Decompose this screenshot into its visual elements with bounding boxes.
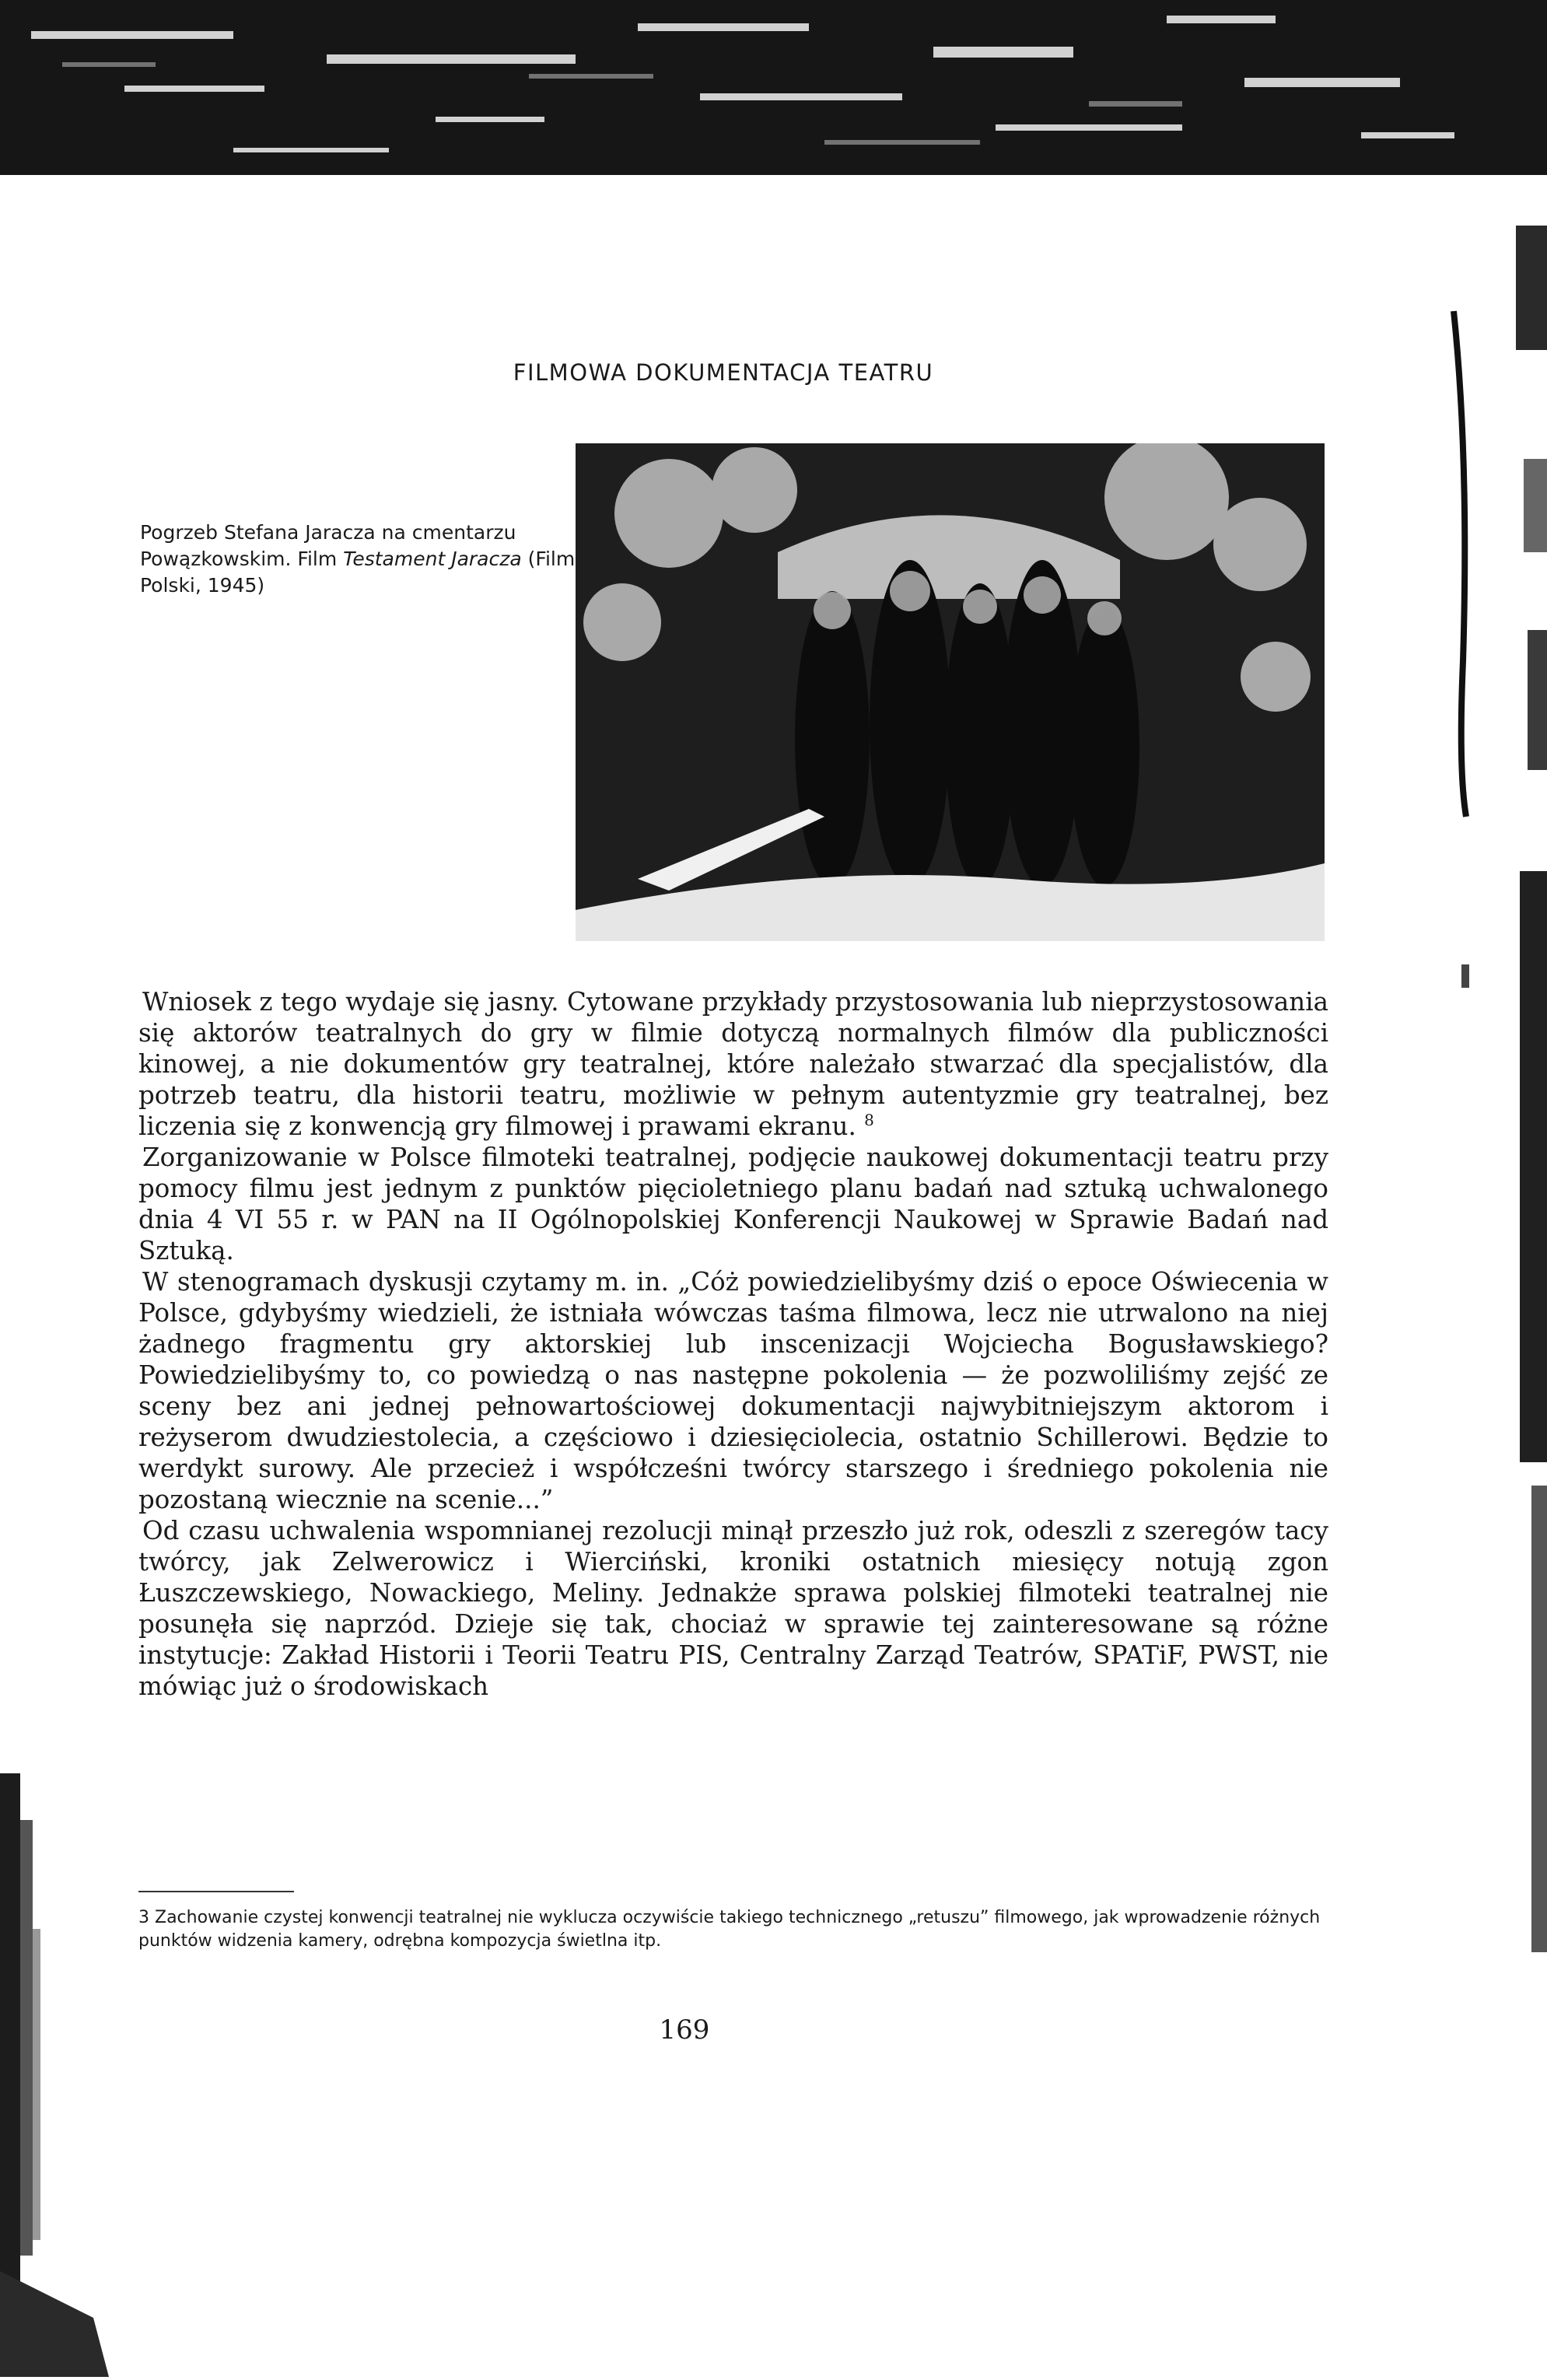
funeral-photo-graphic	[576, 443, 1325, 941]
funeral-photo	[576, 443, 1325, 941]
paragraph-1-text: Wniosek z tego wydaje się jasny. Cytowane przykłady przystosowania lub nieprzystosowania się aktorów teatralnych do gry w filmie dotyczą normalnych filmów dla publiczności kinowej, a nie dokumentów gry teatralnej, które należało stwarzać dla specjalistów, dla potrzeb teatru, dla historii teatru, możliwie w pełnym autentyzmie gry teatralnej, bez liczenia się z konwencją gry filmowej i prawami ekranu.	[138, 987, 1328, 1141]
footnote-divider	[138, 1891, 294, 1892]
main-text	[138, 986, 1328, 1702]
scan-artifact-left	[0, 1773, 109, 2377]
scan-artifact-left-graphic	[0, 1773, 109, 2377]
paragraph-1	[138, 986, 1328, 1142]
footnote-reference: 8	[864, 1111, 874, 1130]
running-head: FILMOWA DOKUMENTACJA TEATRU	[513, 359, 934, 386]
paragraph-4: Od czasu uchwalenia wspomnianej rezolucji minął przeszło już rok, odeszli z szeregów tacy twórcy, jak Zelwerowicz i Wierciński, kroniki ostatnich miesięcy notują zgon Łuszczewskiego, Nowackiego, Meliny. Jednakże sprawa polskiej filmoteki teatralnej nie posunęła się naprzód. Dzieje się tak, chociaż w sprawie tej zainteresowane są różne instytucje: Zakład Historii i Teorii Teatru PIS, Centralny Zarząd Teatrów, SPATiF, PWST, nie mówiąc już o środowiskach	[138, 1516, 1328, 1701]
paragraph-2: Zorganizowanie w Polsce filmoteki teatralnej, podjęcie naukowej dokumentacji teatru przy pomocy filmu jest jednym z punktów pięcioletniego planu badań nad sztuką uchwalonego dnia 4 VI 55 r. w PAN na II Ogólnopolskiej Konferencji Naukowej w Sprawie Badań nad Sztuką.	[138, 1143, 1328, 1265]
scan-artifact-top-graphic	[0, 0, 1547, 226]
scan-artifact-top	[0, 0, 1547, 226]
caption-lead: Pogrzeb Stefana Jaracza na cmentarzu Powązkowskim. Film	[140, 521, 516, 570]
scan-artifact-right	[1430, 226, 1547, 2377]
figure-caption	[140, 520, 576, 599]
caption-tail: (Film Polski, 1945)	[140, 548, 576, 597]
caption-film-title: Testament Jaracza	[343, 548, 522, 570]
footnote-number: 3	[138, 1908, 149, 1927]
footnote	[138, 1906, 1328, 1953]
scan-artifact-right-graphic	[1430, 226, 1547, 2377]
footnote-text: Zachowanie czystej konwencji teatralnej nie wyklucza oczywiście takiego technicznego „retuszu” filmowego, jak wprowadzenie różnych punktów widzenia kamery, odrębna kompozycja świetlna itp.	[138, 1908, 1321, 1951]
page-number: 169	[659, 2014, 710, 2046]
paragraph-3: W stenogramach dyskusji czytamy m. in. „Cóż powiedzielibyśmy dziś o epoce Oświecenia w Polsce, gdybyśmy wiedzieli, że istniała wówczas taśma filmowa, lecz nie utrwalono na niej żadnego fragmentu gry aktorskiej lub inscenizacji Wojciecha Bogusławskiego? Powiedzielibyśmy to, co powiedzą o nas następne pokolenia — że pozwoliliśmy zejść ze sceny bez ani jednej pełnowartościowej dokumentacji najwybitniejszym aktorom i reżyserom dwudziestolecia, a częściowo i dziesięciolecia, ostatnio Schillerowi. Będzie to werdykt surowy. Ale przecież i współcześni twórcy starszego i średniego pokolenia nie pozostaną wiecznie na scenie...”	[138, 1267, 1328, 1514]
